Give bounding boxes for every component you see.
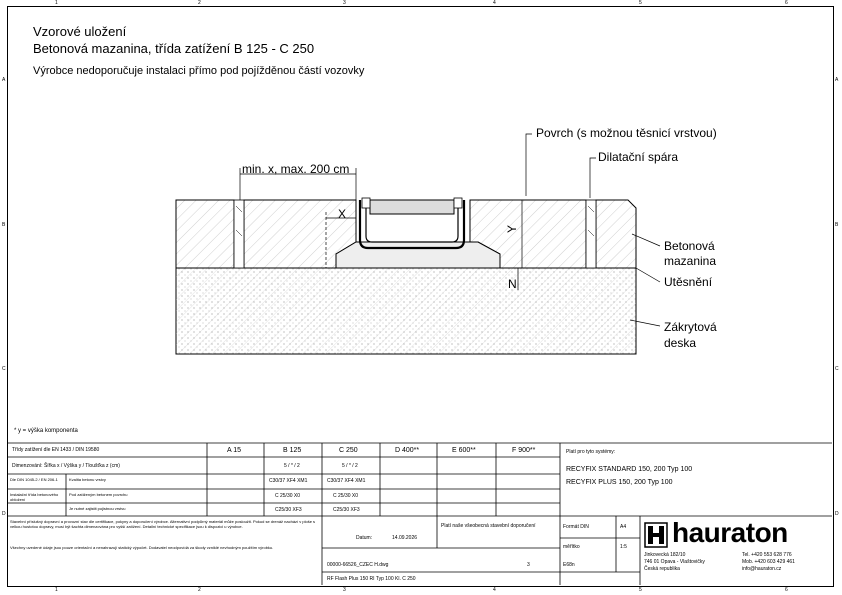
row4-b: C 25/30 X0 <box>275 493 301 499</box>
col-marker-3: 3 <box>343 0 346 6</box>
disclaimer-1: Stavební příslušný dopravní a provozní stav dle certifikace, pokyny a doporučení výrobce. Alternativní podpůrný materiál může posloužit. Pokud se drenáž nachází v ploše s velkou hustotou dopravy, musí být šachta dimenzována pro vyšší zatížení. Detailní technické specifikace jsou k dispozici u výrobce. <box>10 519 316 529</box>
drawing-code: E68n <box>563 562 575 568</box>
row3-label: Kvalita betonu vrstvy <box>69 477 106 482</box>
col-marker-2: 2 <box>198 0 201 6</box>
row5-b: C25/30 XF3 <box>275 507 302 513</box>
col-marker-4b: 4 <box>493 587 496 593</box>
systems-title: Platí pro tyto systémy: <box>566 449 616 455</box>
label-concrete: Betonová <box>664 239 715 253</box>
row3-c: C30/37 XF4 XM1 <box>327 478 366 484</box>
col-marker-6: 6 <box>785 0 788 6</box>
load-class-label: Třídy zatížení dle EN 1433 / DIN 19580 <box>12 447 100 453</box>
page-subtitle: Betonová mazanina, třída zatížení B 125 - C 250 <box>33 41 315 56</box>
class-d400: D 400** <box>395 447 420 454</box>
label-min-max: min. x, max. 200 cm <box>242 162 350 176</box>
label-surface: Povrch (s možnou těsnicí vrstvou) <box>536 126 717 140</box>
format-value: A4 <box>620 524 627 530</box>
row3-b: C30/37 XF4 XM1 <box>269 478 308 484</box>
email: info@hauraton.cz <box>742 566 782 572</box>
row5-c: C25/30 XF3 <box>333 507 360 513</box>
date-value: 14.09.2026 <box>392 535 418 541</box>
row-marker-b: B <box>2 222 6 228</box>
scale-label: měřítko <box>563 544 580 550</box>
page-title: Vzorové uložení <box>33 24 127 39</box>
address-3: Česká republika <box>644 566 680 572</box>
label-base-2: deska <box>664 336 697 350</box>
phone-1: Tel. +420 553 628 776 <box>742 552 792 558</box>
disclaimer-2: Všechny uvedené údaje jsou pouze orientační a nenahrazují statický výpočet. Dodavatel neodpovídá za škody vzniklé nevhodným použitím výrobku. <box>10 545 274 550</box>
col-marker-1: 1 <box>55 0 58 6</box>
general-info: Platí naše všeobecná stavební doporučení <box>441 523 536 529</box>
class-a15: A 15 <box>227 447 242 454</box>
class-f900: F 900** <box>512 447 536 454</box>
system-2: RECYFIX PLUS 150, 200 Typ 100 <box>566 479 673 486</box>
address-2: 746 01 Opava - Vlaštovičky <box>644 559 705 565</box>
hauraton-logo <box>644 517 830 549</box>
col-marker-5: 5 <box>639 0 642 6</box>
dimension-b: 5 / * / 2 <box>284 463 300 469</box>
col-marker-4: 4 <box>493 0 496 6</box>
col-marker-2b: 2 <box>198 587 201 593</box>
class-e600: E 600** <box>452 447 476 454</box>
class-b125: B 125 <box>283 447 302 454</box>
label-seal: Utěsnění <box>664 275 713 289</box>
row4-c: C 25/30 X0 <box>333 493 359 499</box>
row-marker-d: D <box>2 511 6 517</box>
col-marker-5b: 5 <box>639 587 642 593</box>
address-1: Jinkovecká 182/10 <box>644 552 686 558</box>
system-1: RECYFIX STANDARD 150, 200 Typ 100 <box>566 466 693 473</box>
row3-left: Dle DIN 1045-2 / EN 206-1 <box>10 477 58 482</box>
class-c250: C 250 <box>339 447 358 454</box>
row-marker-c: C <box>2 366 6 372</box>
drawing-name: RF Flash Plus 150 RI Typ 100 Kl. C 250 <box>327 576 416 582</box>
row-marker-a: A <box>2 77 6 83</box>
hauraton-logo-icon <box>644 522 668 548</box>
format-label: Formát DIN <box>563 524 589 530</box>
dimension-label: Dimenzování: Šířka x / Výška y / Tloušťka z (cm) <box>12 463 120 469</box>
file-name: 00000-66526_CZEC H.dwg <box>327 562 389 568</box>
dim-n-label: N <box>508 277 517 291</box>
col-marker-1b: 1 <box>55 587 58 593</box>
date-label: Datum: <box>356 535 373 541</box>
scale-value: 1:5 <box>620 544 627 550</box>
label-base: Zákrytová <box>664 320 717 334</box>
row-marker-c-r: C <box>835 366 839 372</box>
sheet-number: 3 <box>527 562 530 568</box>
row-marker-d-r: D <box>835 511 839 517</box>
row5-label: Je nutné zajistit pojistnou vrstvu <box>69 506 126 511</box>
dim-x-label: X <box>338 207 347 221</box>
row-marker-a-r: A <box>835 77 839 83</box>
row4-left: Instalační třída betonového obložení <box>10 492 59 502</box>
row4-label: Pod zatíženým betonem povrchu <box>69 492 128 497</box>
label-joint: Dilatační spára <box>598 150 679 164</box>
footnote: * y = výška komponenta <box>14 428 78 434</box>
dimension-c: 5 / * / 2 <box>342 463 358 469</box>
dim-y-label: Y <box>505 224 520 234</box>
company-name: hauraton <box>672 517 788 548</box>
col-marker-3b: 3 <box>343 587 346 593</box>
label-concrete-2: mazanina <box>664 254 717 268</box>
header-note: Výrobce nedoporučuje instalaci přímo pod pojížděnou částí vozovky <box>33 65 365 77</box>
row-marker-b-r: B <box>835 222 839 228</box>
phone-2: Mob. +420 603 429 461 <box>742 559 795 565</box>
col-marker-6b: 6 <box>785 587 788 593</box>
